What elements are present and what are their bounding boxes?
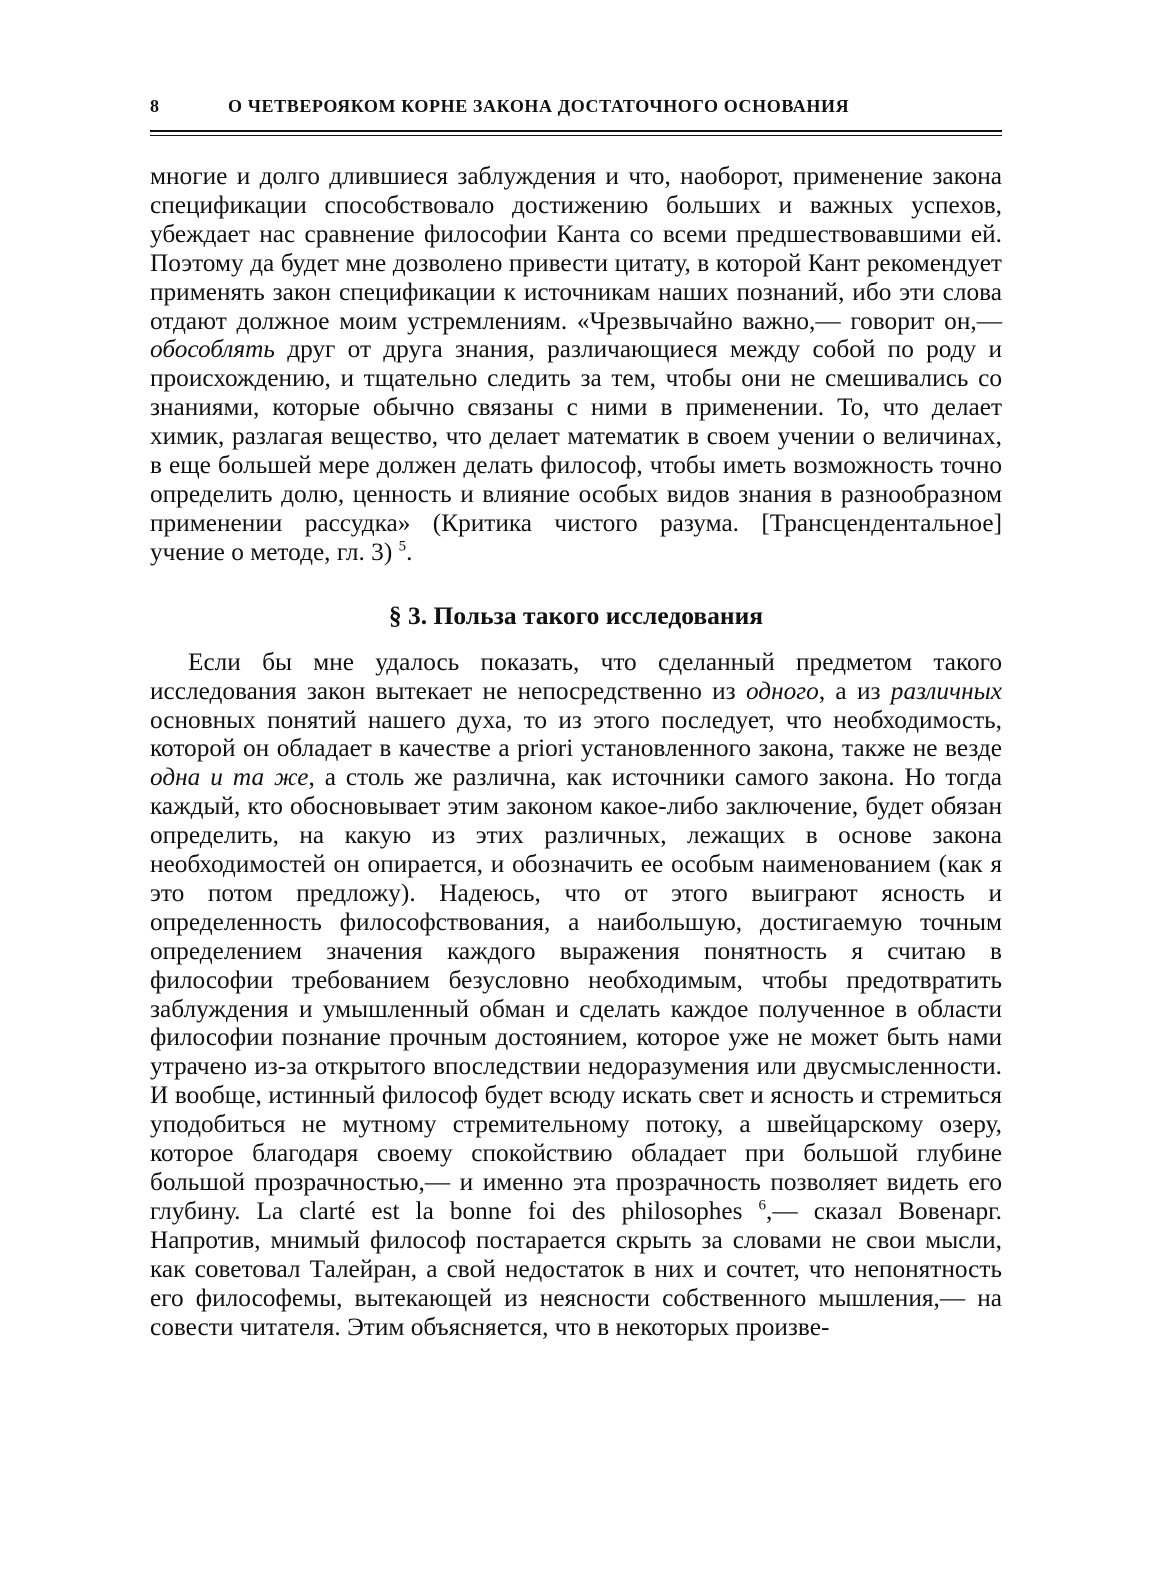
section-emphasis-1: одного <box>745 676 819 705</box>
footnote-ref-6: 6 <box>758 1197 767 1214</box>
section-emphasis-2: различных <box>890 676 1002 705</box>
section-text-1: Если бы мне удалось показать, что сделанный предметом такого исследования закон вытекает не непосредственно из <box>150 647 1002 705</box>
intro-text-b: друг от друга знания, различающиеся между собой по роду и происхождению, и тщательно следить за тем, чтобы они не смешивались со знаниями, которые обычно связаны с ними в применении. То, что делает химик, разлагая вещество, что делает математик в своем учении о величинах, в еще большей мере должен делать философ, чтобы иметь возможность точно определить долю, ценность и влияние особых видов знания в разнообразном применении рассудка» (Критика чистого разума. [Трансцендентальное] учение о методе, гл. 3) <box>150 335 1002 566</box>
running-header <box>150 96 1002 122</box>
running-title: О ЧЕТВЕРОЯКОМ КОРНЕ ЗАКОНА ДОСТАТОЧНОГО ОСНОВАНИЯ <box>228 96 850 116</box>
section-text-3: основных понятий нашего духа, то из этого последует, что необходимость, которой он обладает в качестве a priori установленного закона, также не везде <box>150 705 1002 763</box>
footnote-ref-5: 5 <box>398 538 407 555</box>
header-rule <box>150 130 1002 136</box>
intro-emphasis: обособлять <box>150 335 275 364</box>
page-number: 8 <box>150 96 160 116</box>
section-emphasis-3: одна и та же <box>150 763 309 792</box>
section-text-5: ,— сказал Вовенарг. Напротив, мнимый философ постарается скрыть за словами не свои мысли, как советовал Талейран, а свой недостаток в них и сочтет, что непонятность его философемы, вытекающей из неясности собственного мышления,— на совести читателя. Этим объясняется, что в некоторых произве- <box>150 1196 1002 1341</box>
intro-text-end: . <box>406 537 413 566</box>
section-text-2: , а из <box>818 676 891 705</box>
intro-text-a: многие и долго длившиеся заблуждения и что, наоборот, применение закона спецификации способствовало достижению больших и важных успехов, убеждает нас сравнение философии Канта со всеми предшествовавшими ей. Поэтому да будет мне дозволено привести цитату, в которой Кант рекомендует применять закон спецификации к источникам наших познаний, ибо эти слова отдают должное моим устремлениям. «Чрезвычайно важно,— говорит он,— <box>150 162 1002 335</box>
body-text <box>150 162 1002 1341</box>
book-page <box>150 96 1002 1341</box>
section-text-4: , а столь же различна, как источники самого закона. Но тогда каждый, кто обосновывает этим законом какое-либо заключение, будет обязан определить, на какую из этих различных, лежащих в основе закона необходимостей он опирается, и обозначить ее особым наименованием (как я это потом предложу). Надеюсь, что от этого выиграют ясность и определенность философствования, а наибольшую, достигаемую точным определением значения каждого выражения понятность я считаю в философии требованием безусловно необходимым, чтобы предотвратить заблуждения и умышленный обман и сделать каждое полученное в области философии познание прочным достоянием, которое уже не может быть нами утрачено из-за открытого впоследствии недоразумения или двусмысленности. И вообще, истинный философ будет всюду искать свет и ясность и стремиться уподобиться не мутному стремительному потоку, а швейцарскому озеру, которое благодаря своему спокойствию обладает при большой глубине большой прозрачностью,— и именно эта прозрачность позволяет видеть его глубину. La clarté est la bonne foi des philosophes <box>150 763 1002 1225</box>
section-paragraph <box>150 648 1002 1342</box>
continued-paragraph <box>150 162 1002 567</box>
section-heading: § 3. Польза такого исследования <box>388 600 764 630</box>
